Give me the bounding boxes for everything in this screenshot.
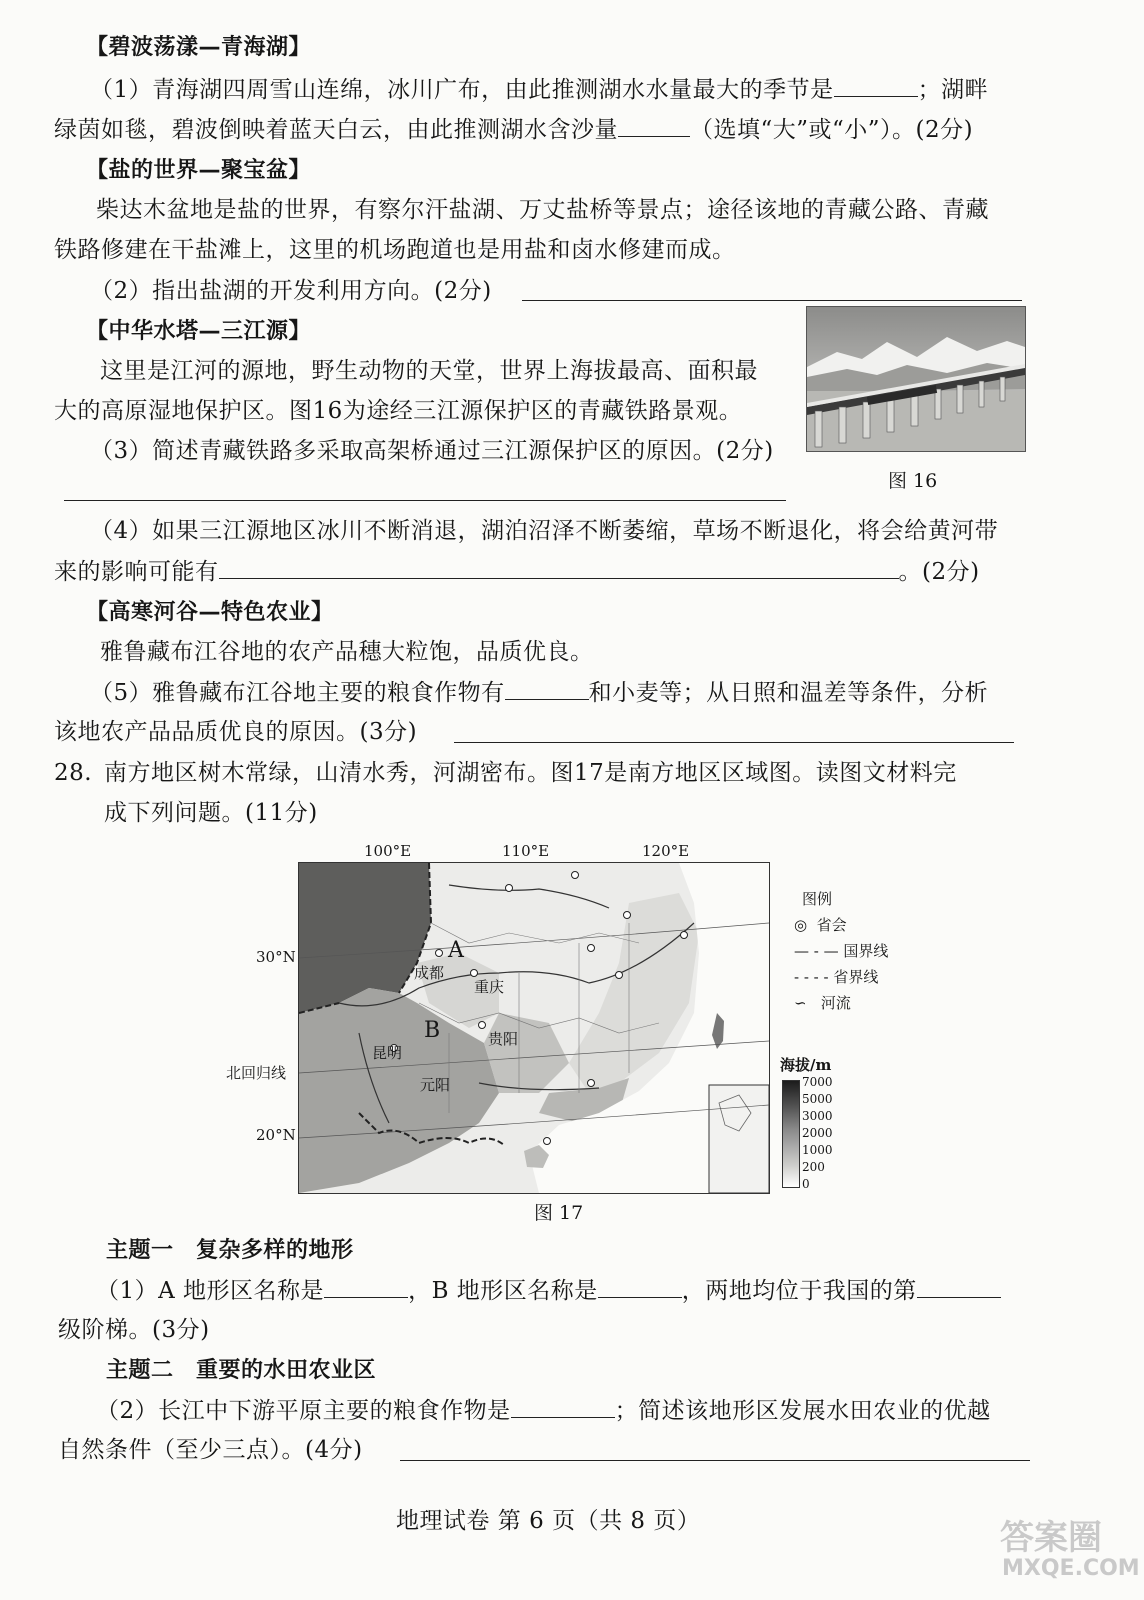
answer-line[interactable] <box>522 300 1022 301</box>
figure-17-caption: 图 17 <box>534 1202 584 1224</box>
answer-line[interactable] <box>400 1460 1030 1461</box>
question-28-intro-line2: 成下列问题。(11分) <box>104 800 318 826</box>
material-sanjiangyuan-line1: 这里是江河的源地，野生动物的天堂，世界上海拔最高、面积最 <box>100 358 758 384</box>
terrain-map <box>299 863 769 1193</box>
figure-16-photo <box>806 306 1026 452</box>
answer-blank[interactable] <box>834 74 918 97</box>
lat-label: 20°N <box>256 1126 296 1144</box>
river-icon: ∽ <box>794 994 807 1012</box>
legend-capital: ◎ 省会 <box>794 916 847 934</box>
question-27-1-line1: （1）青海湖四周雪山连绵，冰川广布，由此推测湖水水量最大的季节是 ；湖畔 <box>90 74 988 105</box>
legend-national-border: — - — 国界线 <box>794 942 889 960</box>
material-yarlung: 雅鲁藏布江谷地的农产品穗大粒饱，品质优良。 <box>100 639 594 665</box>
question-27-1-line2: 绿茵如毯，碧波倒映着蓝天白云，由此推测湖水含沙量 （选填“大”或“小”）。(2分) <box>54 114 973 145</box>
legend-title: 图例 <box>802 890 833 908</box>
question-27-4-line2: 来的影响可能有 。(2分) <box>54 556 980 587</box>
answer-line[interactable] <box>64 500 786 501</box>
question-27-3: （3）简述青藏铁路多采取高架桥通过三江源保护区的原因。(2分) <box>90 438 774 464</box>
lat-label: 30°N <box>256 948 296 966</box>
theme-2-heading: 主题二 重要的水田农业区 <box>106 1358 377 1383</box>
heading-valley-agriculture: 【高寒河谷—特色农业】 <box>86 600 334 625</box>
dotted-line-icon: - - - - <box>794 968 829 986</box>
answer-blank[interactable] <box>598 1275 682 1298</box>
lon-label: 100°E <box>364 842 412 860</box>
city-guiyang: 贵阳 <box>488 1030 519 1048</box>
watermark-url: MXQE.COM <box>1002 1556 1140 1581</box>
elevation-ticks: 7000 5000 3000 2000 1000 200 0 <box>802 1075 833 1191</box>
question-28-2-line1: （2）长江中下游平原主要的粮食作物是 ；简述该地形区发展水田农业的优越 <box>96 1395 991 1426</box>
answer-blank[interactable] <box>917 1275 1001 1298</box>
question-28-1-line1: （1）A 地形区名称是 ，B 地形区名称是 ，两地均位于我国的第 <box>96 1275 1001 1306</box>
city-yuanyang: 元阳 <box>420 1076 451 1094</box>
material-sanjiangyuan-line2: 大的高原湿地保护区。图16为途经三江源保护区的青藏铁路景观。 <box>54 398 743 424</box>
answer-blank[interactable] <box>219 556 899 579</box>
answer-blank[interactable] <box>505 677 589 700</box>
lon-label: 120°E <box>642 842 690 860</box>
city-kunming: 昆明 <box>372 1044 403 1062</box>
material-salt-line2: 铁路修建在干盐滩上，这里的机场跑道也是用盐和卤水修建而成。 <box>54 237 736 263</box>
answer-blank[interactable] <box>324 1275 408 1298</box>
figure-16-caption: 图 16 <box>888 470 938 492</box>
lat-label: 北回归线 <box>226 1064 287 1082</box>
legend-province-border: - - - - 省界线 <box>794 968 879 986</box>
question-27-4-line1: （4）如果三江源地区冰川不断消退，湖泊沼泽不断萎缩，草场不断退化，将会给黄河带 <box>90 518 999 544</box>
question-28-2-line2: 自然条件（至少三点）。(4分) <box>58 1437 363 1463</box>
capital-icon: ◎ <box>794 916 808 934</box>
question-28-1-line2: 级阶梯。(3分) <box>58 1317 210 1343</box>
watermark-logo: 答案圈 <box>1000 1518 1102 1558</box>
lon-label: 110°E <box>502 842 550 860</box>
legend-river: ∽ 河流 <box>794 994 851 1012</box>
page-footer: 地理试卷 第 6 页（共 8 页） <box>396 1508 701 1534</box>
question-28-number: 28. <box>54 760 93 786</box>
question-28-intro-line1: 南方地区树木常绿，山清水秀，河湖密布。图17是南方地区区域图。读图文材料完 <box>104 760 957 786</box>
answer-blank[interactable] <box>511 1395 615 1418</box>
heading-sanjiangyuan: 【中华水塔—三江源】 <box>86 319 312 344</box>
answer-line[interactable] <box>454 742 1014 743</box>
map-label-a: A <box>448 938 464 963</box>
elevation-title: 海拔/m <box>780 1056 832 1074</box>
question-27-2: （2）指出盐湖的开发利用方向。(2分) <box>90 278 492 304</box>
southern-china-map <box>298 862 770 1194</box>
theme-1-heading: 主题一 复杂多样的地形 <box>106 1238 354 1263</box>
question-27-5-line2: 该地农产品品质优良的原因。(3分) <box>54 719 418 745</box>
map-label-b: B <box>424 1018 441 1043</box>
heading-salt-world: 【盐的世界—聚宝盆】 <box>86 158 312 183</box>
dash-line-icon: — - — <box>794 942 839 960</box>
material-salt-line1: 柴达木盆地是盐的世界，有察尔汗盐湖、万丈盐桥等景点；途径该地的青藏公路、青藏 <box>96 197 989 223</box>
answer-blank[interactable] <box>618 114 690 137</box>
question-27-5-line1: （5）雅鲁藏布江谷地主要的粮食作物有 和小麦等；从日照和温差等条件，分析 <box>90 677 988 708</box>
city-chongqing: 重庆 <box>474 978 505 996</box>
heading-qinghai-lake: 【碧波荡漾—青海湖】 <box>86 35 312 60</box>
city-chengdu: 成都 <box>414 964 445 982</box>
elevation-color-bar <box>782 1080 800 1188</box>
railway-bridge-photo <box>807 307 1025 451</box>
